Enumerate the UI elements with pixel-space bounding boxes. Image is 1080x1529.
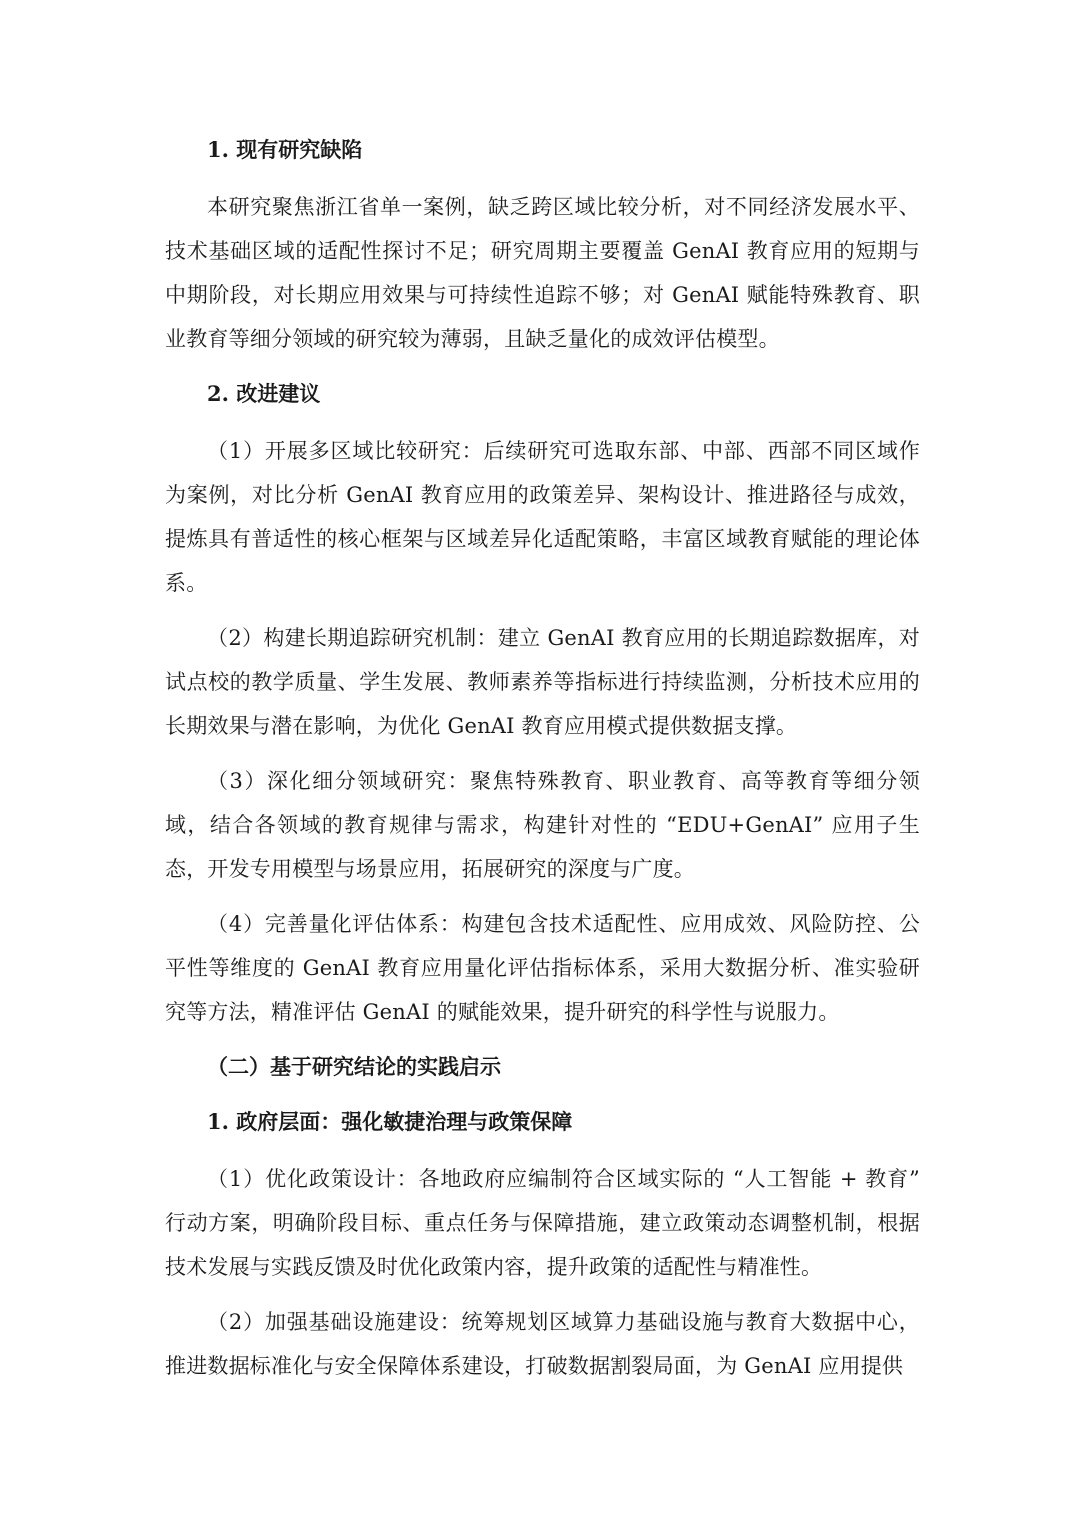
paragraph-improvement-1: （1）开展多区域比较研究：后续研究可选取东部、中部、西部不同区域作为案例，对比分析 GenAI 教育应用的政策差异、架构设计、推进路径与成效，提炼具有普适性的核心框架与区域差异化适配策略，丰富区域教育赋能的理论体系。 bbox=[165, 439, 920, 595]
paragraph-defects: 本研究聚焦浙江省单一案例，缺乏跨区域比较分析，对不同经济发展水平、技术基础区域的适配性探讨不足；研究周期主要覆盖 GenAI 教育应用的短期与中期阶段，对长期应用效果与可持续性追踪不够；对 GenAI 赋能特殊教育、职业教育等细分领域的研究较为薄弱，且缺乏量化的成效评估模型。 bbox=[165, 195, 920, 351]
paragraph-government-1: （1）优化政策设计：各地政府应编制符合区域实际的 “人工智能 + 教育” 行动方案，明确阶段目标、重点任务与保障措施，建立政策动态调整机制，根据技术发展与实践反馈及时优化政策内容，提升政策的适配性与精准性。 bbox=[165, 1167, 920, 1279]
section-heading-practice: （二）基于研究结论的实践启示 bbox=[207, 1054, 501, 1079]
section-heading-research-defects: 1. 现有研究缺陷 bbox=[207, 137, 363, 162]
document-page bbox=[165, 128, 920, 1388]
paragraph-improvement-3: （3）深化细分领域研究：聚焦特殊教育、职业教育、高等教育等细分领域，结合各领域的教育规律与需求，构建针对性的 “EDU+GenAI” 应用子生态，开发专用模型与场景应用，拓展研究的深度与广度。 bbox=[165, 769, 920, 881]
paragraph-government-2: （2）加强基础设施建设：统筹规划区域算力基础设施与教育大数据中心，推进数据标准化与安全保障体系建设，打破数据割裂局面，为 GenAI 应用提供 bbox=[165, 1310, 920, 1378]
section-heading-improvements: 2. 改进建议 bbox=[207, 381, 321, 406]
paragraph-improvement-4: （4）完善量化评估体系：构建包含技术适配性、应用成效、风险防控、公平性等维度的 GenAI 教育应用量化评估指标体系，采用大数据分析、准实验研究等方法，精准评估 GenAI 的赋能效果，提升研究的科学性与说服力。 bbox=[165, 912, 920, 1024]
paragraph-improvement-2: （2）构建长期追踪研究机制：建立 GenAI 教育应用的长期追踪数据库，对试点校的教学质量、学生发展、教师素养等指标进行持续监测，分析技术应用的长期效果与潜在影响，为优化 GenAI 教育应用模式提供数据支撑。 bbox=[165, 626, 920, 738]
section-heading-government: 1. 政府层面：强化敏捷治理与政策保障 bbox=[207, 1109, 573, 1134]
